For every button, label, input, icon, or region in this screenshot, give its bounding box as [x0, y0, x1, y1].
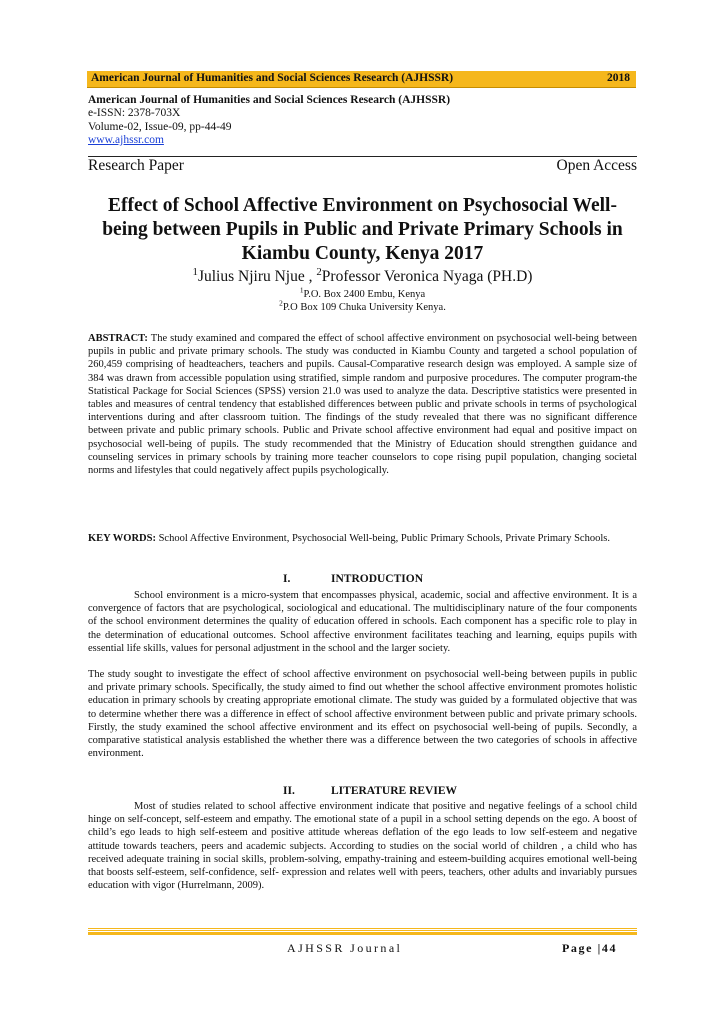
keywords: [88, 532, 637, 545]
header-year: 2018: [607, 72, 630, 84]
intro-paragraph-1: School environment is a micro-system that encompasses physical, academic, social and affective environment. It is a convergence of factors that are psychological, sociological and educational. The multidisciplinary nature of the four components of the school environment determines the quality of education offered in schools. Each component has a specific role to play in the determination of educational outcomes. School affective environment facilitates teaching and learning, equips pupils with essential life skills, values for personal adjustment in the school and the larger society.: [88, 590, 637, 654]
journal-url-link[interactable]: www.ajhssr.com: [88, 133, 164, 146]
volume-issue: Volume-02, Issue-09, pp-44-49: [88, 120, 232, 133]
abstract: [88, 332, 637, 477]
abstract-label: ABSTRACT:: [88, 333, 148, 344]
issn: e-ISSN: 2378-703X: [88, 107, 181, 120]
footer-journal: AJHSSR Journal: [287, 941, 403, 955]
affiliation-2: [88, 298, 637, 313]
keywords-label: KEY WORDS:: [88, 533, 156, 544]
keywords-text: School Affective Environment, Psychosocial Well-being, Public Primary Schools, Private Primary Schools.: [155, 533, 610, 544]
paper-title: Effect of School Affective Environment on Psychosocial Well-being between Pupils in Public and Private Primary Schools in Kiambu County, Kenya 2017: [102, 195, 623, 264]
author2-sup: 2: [316, 265, 322, 278]
paper-type: Research Paper: [88, 157, 184, 174]
author2: Professor Veronica Nyaga (PH.D): [321, 268, 533, 285]
aff1-text: P.O. Box 2400 Embu, Kenya: [303, 289, 426, 300]
header-journal-title: American Journal of Humanities and Social Sciences Research (AJHSSR): [91, 72, 454, 84]
lit-number: II.: [283, 785, 295, 797]
open-access-label: Open Access: [556, 157, 637, 174]
affiliation-1: [88, 285, 637, 300]
intro-paragraph-2: The study sought to investigate the effect of school affective environment on psychosocial well-being between pupils in public and private primary schools. Specifically, the study aimed to find out whether the school affective environment promotes holistic education in primary schools by creating appropriate emotional climate. The study was guided by a formulated objective that was to determine whether there was a difference in effect of school affective environment between public and private primary schools. Firstly, the study examined the school affective environment and its effect on psychosocial well-being of pupils. Secondly, a comparative statistical analysis established the whether there was a difference between the two categories of schools in affective environment.: [88, 669, 637, 760]
page-number: Page |44: [562, 941, 618, 955]
author-line: [88, 265, 637, 286]
journal-header-bar: [87, 71, 636, 88]
journal-name: American Journal of Humanities and Social Sciences Research (AJHSSR): [88, 94, 451, 106]
author1-sup: 1: [192, 265, 198, 278]
aff2-sup: 2: [279, 298, 283, 308]
aff1-sup: 1: [299, 285, 304, 295]
intro-heading: INTRODUCTION: [331, 573, 424, 585]
paper-type-row: [88, 156, 637, 175]
intro-number: I.: [283, 573, 291, 585]
journal-meta: [88, 94, 450, 147]
footer-rule-solid: [88, 933, 637, 935]
author1: Julius Njiru Njue ,: [197, 268, 317, 285]
aff2-text: P.O Box 109 Chuka University Kenya.: [282, 302, 446, 313]
lit-heading: LITERATURE REVIEW: [331, 785, 457, 797]
abstract-text: The study examined and compared the effect of school affective environment on psychosocial well-being between pupils in public and private primary schools. The study was conducted in Kiambu County and targeted a school population of 260,459 comprising of headteachers, teachers and pupils. Causal-Comparative research design was employed. A sample size of 384 was drawn from accessible population using stratified, simple random and purposive procedures. The computer program-the Statistical Package for Social Sciences (SPSS) version 21.0 was used to analyze the data. Descriptive statistics were presented in tables and measures of central tendency that established differences between public and private schools in terms of psychological interventions during and after classroom tuition. The findings of the study revealed that there was no significant difference between private and public primary schools. Public and Private school affective environment had equal and positive impact on psychosocial well-being of pupils. The study recommended that the Ministry of Education should strengthen guidance and counseling services in primary schools by training more teacher counselors to cope rising pupil population, changing societal norms and lifestyles that could negatively affect pupils psychologically.: [88, 333, 637, 477]
lit-paragraph-1: Most of studies related to school affective environment indicate that positive and negative feelings of a school child hinge on self-concept, self-esteem and empathy. The emotional state of a pupil in a school setting depends on the ego. A boost of child’s ego leads to high self-esteem and positive attitude whereas deflation of the ego leads to low self-esteem and negative attitude towards teachers, peers and academic subjects. According to studies on the social world of children , a child who has received adequate training in social skills, problem-solving, empathy-training and esteem-building acquires emotional well-being that boosts self-esteem, self-confidence, self- expression and relates well with peers, teachers, other adults and invariably pursues education with vigor (Hurrelmann, 2009).: [88, 801, 637, 892]
